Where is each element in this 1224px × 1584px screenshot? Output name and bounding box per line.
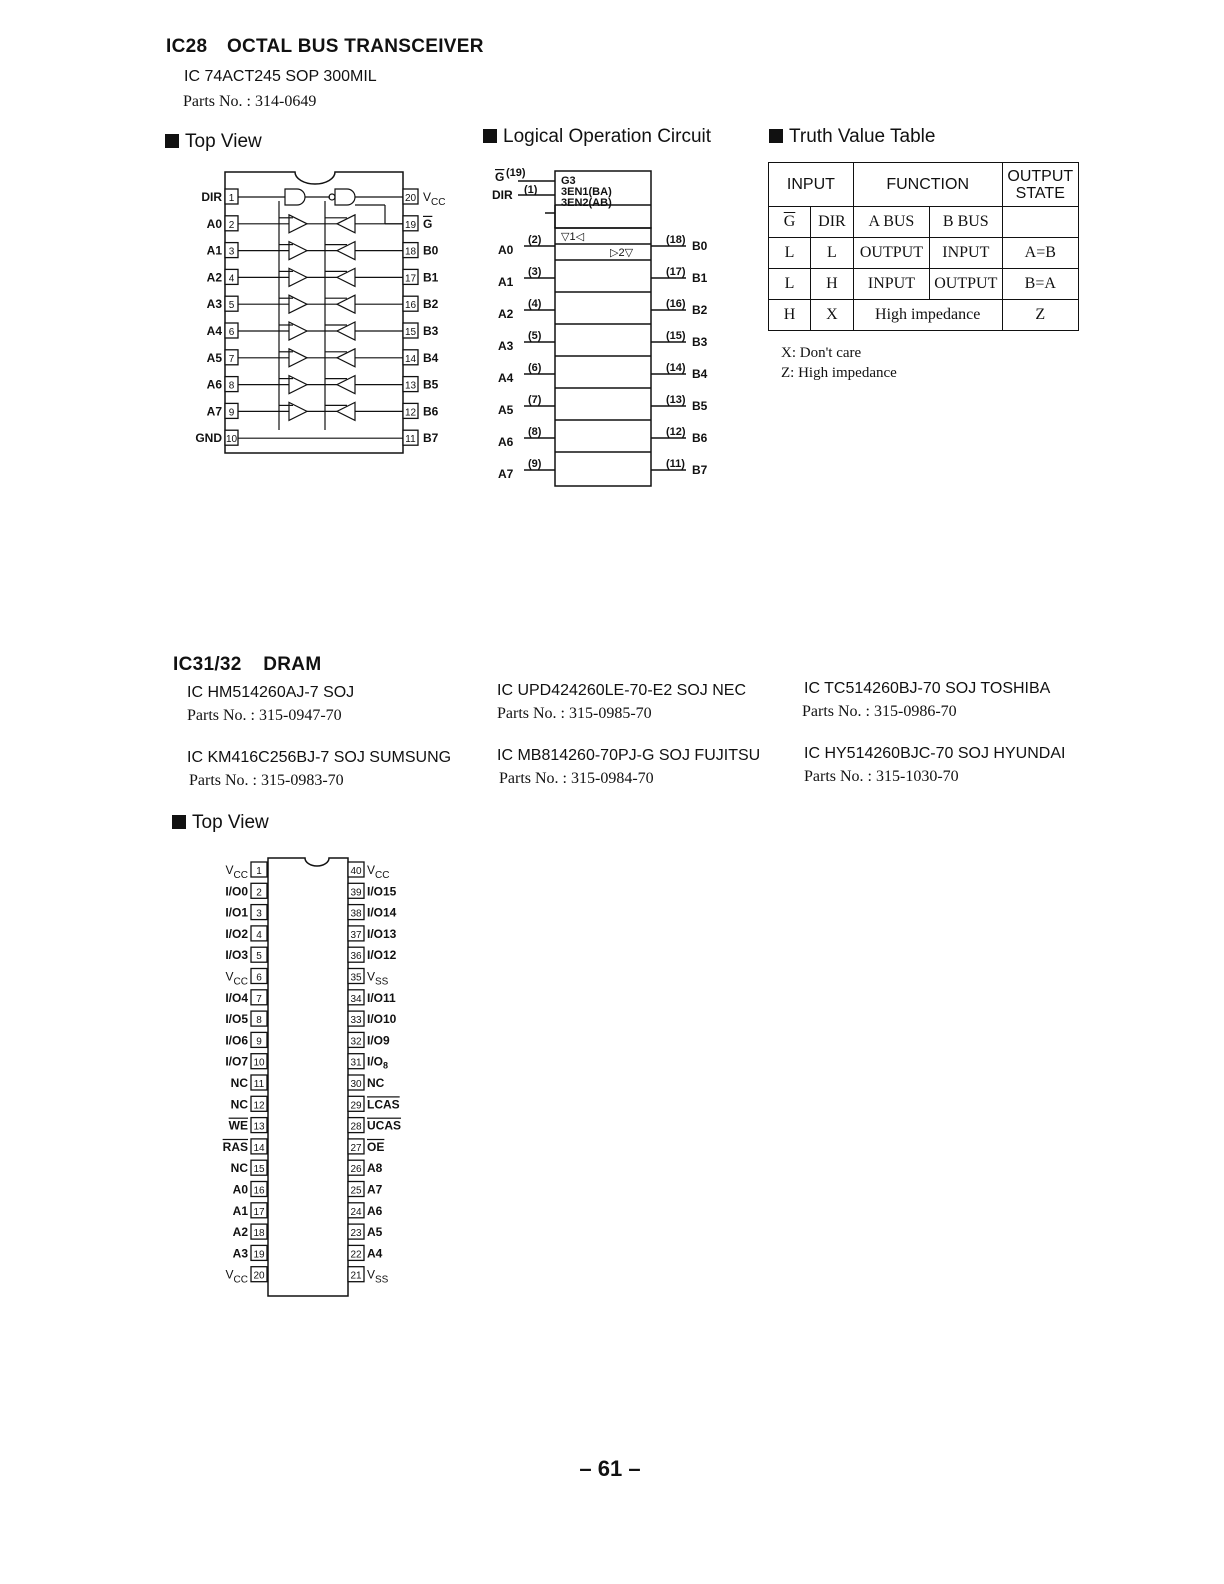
pin-number: 19 — [404, 219, 417, 231]
pin-label: B0 — [423, 243, 439, 258]
pin-label: B7 — [423, 431, 439, 446]
pin-number: 15 — [404, 327, 417, 338]
pin-label: $V_{SS}$ — [367, 1267, 389, 1286]
pin-number: 16 — [404, 300, 417, 312]
pin-label: A5 — [206, 350, 222, 365]
pin-number: 10 — [253, 1057, 265, 1069]
logic-a-label: A4 — [498, 371, 514, 385]
pin-number: 3 — [256, 908, 262, 920]
truth-header-output: OUTPUT STATE — [1002, 163, 1078, 207]
dram-part-4-ic: IC KM416C256BJ-7 SOJ SUMSUNG — [187, 749, 452, 766]
dram-part-1-no: Parts No. : 315-0947-70 — [187, 707, 342, 724]
pin-number: 34 — [350, 993, 362, 1005]
pin-label: $V_{CC}$ — [367, 863, 390, 881]
pin-number: 1 — [228, 193, 235, 204]
truth-cell: L — [769, 238, 811, 269]
logic-b-label: B2 — [692, 303, 708, 317]
truth-cell: Z — [1002, 300, 1078, 331]
pin-label: B6 — [423, 404, 439, 419]
pin-label: UCAS — [367, 1118, 402, 1133]
pin-label: WE — [228, 1118, 248, 1133]
truth-value-table — [768, 162, 1079, 331]
table-row — [769, 300, 1079, 331]
pin-label: OE — [367, 1139, 385, 1154]
pin-number: 22 — [350, 1249, 362, 1261]
pin-number: 24 — [350, 1206, 362, 1218]
pin-number: 4 — [228, 273, 235, 285]
pin-number: 38 — [350, 908, 362, 920]
pin-label: I/O7 — [225, 1054, 248, 1069]
pin-label: NC — [230, 1161, 248, 1176]
pin-label: I/O10 — [367, 1012, 397, 1027]
ic31-title-name: DRAM — [263, 654, 322, 675]
pin-label: A4 — [367, 1246, 383, 1261]
pin-label: I/O4 — [225, 990, 248, 1005]
logic-a-pin: (4) — [528, 298, 542, 310]
truth-note-x: X: Don't care — [781, 345, 862, 361]
logic-a-label: A6 — [498, 435, 514, 449]
pin-number: 39 — [350, 887, 362, 899]
logic-a-pin: (6) — [528, 362, 542, 374]
pin-label: A1 — [232, 1203, 248, 1218]
pin-label: A2 — [206, 270, 222, 285]
pin-label: I/O5 — [225, 1012, 248, 1027]
pin-label: I/O15 — [367, 884, 397, 899]
logic-a-label: A2 — [498, 307, 514, 321]
logic-b-pin: (13) — [666, 394, 686, 406]
pin-label: $V_{CC}$ — [423, 190, 446, 208]
logic-a-pin: (8) — [528, 426, 542, 438]
pin-number: 4 — [256, 929, 262, 941]
bullet-square-icon — [165, 134, 179, 148]
pin-number: 9 — [256, 1036, 262, 1048]
logic-dir-pin: (1) — [524, 184, 538, 196]
pin-number: 6 — [256, 972, 262, 984]
pin-label: GND — [195, 431, 222, 446]
pin-number: 3 — [228, 246, 235, 258]
pin-number: 12 — [404, 407, 417, 419]
pin-number: 13 — [404, 380, 417, 392]
ic28-parts-line: Parts No. : 314-0649 — [183, 93, 317, 110]
truth-sub-g: $\overline{G}$ — [769, 207, 811, 238]
pin-number: 17 — [404, 273, 417, 285]
truth-cell: L — [811, 238, 854, 269]
ic28-title-name: OCTAL BUS TRANSCEIVER — [226, 36, 484, 57]
ic31-title — [173, 654, 321, 676]
pin-number: 2 — [256, 887, 262, 899]
pin-label: NC — [230, 1076, 248, 1090]
pin-label: A0 — [232, 1182, 248, 1197]
pin-label: A0 — [206, 216, 222, 231]
pin-number: 30 — [350, 1079, 362, 1090]
logic-a-label: A7 — [498, 467, 514, 481]
truth-cell: OUTPUT — [853, 238, 929, 269]
pin-number: 27 — [350, 1142, 362, 1154]
pin-label: A7 — [367, 1182, 383, 1197]
pin-number: 13 — [253, 1121, 265, 1133]
pin-number: 6 — [228, 327, 235, 338]
pin-number: 8 — [256, 1015, 262, 1027]
truth-cell: OUTPUT — [930, 269, 1002, 300]
ic28-logic-circuit — [490, 165, 730, 495]
truth-cell: B=A — [1002, 269, 1078, 300]
pin-number: 5 — [256, 951, 262, 963]
dram-part-2-ic: IC UPD424260LE-70-E2 SOJ NEC — [497, 682, 746, 699]
pin-label: A4 — [206, 324, 222, 338]
pin-label: I/O13 — [367, 926, 397, 941]
pin-label: DIR — [201, 190, 222, 204]
logic-b-label: B6 — [692, 431, 708, 445]
dram-part-2-no: Parts No. : 315-0985-70 — [497, 705, 652, 722]
pin-label: $V_{SS}$ — [367, 969, 389, 988]
pin-number: 20 — [253, 1270, 265, 1282]
pin-number: 31 — [350, 1057, 362, 1069]
pin-label: A5 — [367, 1225, 383, 1240]
logic-a-label: A1 — [498, 275, 514, 289]
truth-cell: High impedance — [853, 300, 1002, 331]
pin-label: B2 — [423, 297, 439, 312]
page-number: – 61 – — [579, 1456, 641, 1481]
pin-number: 14 — [253, 1142, 265, 1154]
pin-number: 32 — [350, 1036, 362, 1048]
truth-sub-empty — [1002, 207, 1078, 238]
bullet-square-icon — [172, 815, 186, 829]
pin-label: I/O6 — [225, 1033, 248, 1048]
ic31-title-code: IC31/32 — [173, 654, 242, 675]
pin-label: A8 — [367, 1161, 383, 1176]
pin-label: B1 — [423, 270, 439, 285]
logic-g-label: G — [495, 170, 505, 184]
ic28-top-view-heading: Top View — [165, 131, 262, 153]
pin-label: A3 — [232, 1246, 248, 1261]
truth-cell: INPUT — [930, 238, 1002, 269]
pin-label: I/O12 — [367, 948, 397, 963]
logic-control-label: G3 — [561, 175, 576, 187]
truth-header-function: FUNCTION — [853, 163, 1002, 207]
logic-a-pin: (3) — [528, 266, 542, 278]
logic-a-pin: (2) — [528, 234, 542, 246]
pin-number: 14 — [404, 353, 417, 365]
ic28-title-code: IC28 — [166, 36, 208, 57]
truth-header-input: INPUT — [769, 163, 854, 207]
logic-dir-label: DIR — [492, 188, 513, 202]
pin-number: 35 — [350, 972, 362, 984]
logic-b-label: B3 — [692, 335, 708, 349]
pin-number: 19 — [253, 1249, 265, 1261]
ic28-title — [166, 36, 484, 58]
ic28-truth-heading: Truth Value Table — [769, 126, 935, 148]
pin-number: 36 — [350, 951, 362, 963]
pin-label: RAS — [222, 1139, 248, 1154]
dram-part-3-no: Parts No. : 315-0986-70 — [802, 703, 957, 720]
logic-b-pin: (17) — [666, 266, 686, 278]
truth-cell: X — [811, 300, 854, 331]
pin-number: 16 — [253, 1185, 265, 1197]
pin-label: A1 — [206, 243, 222, 258]
pin-label: G — [423, 216, 433, 231]
pin-number: 15 — [253, 1164, 265, 1176]
pin-label: B5 — [423, 377, 439, 392]
truth-sub-abus: A BUS — [853, 207, 929, 238]
table-row — [769, 238, 1079, 269]
pin-label: $V_{CC}$ — [225, 863, 248, 881]
dram-part-3-ic: IC TC514260BJ-70 SOJ TOSHIBA — [804, 680, 1051, 697]
pin-number: 18 — [253, 1228, 265, 1240]
pin-label: I/O1 — [225, 905, 248, 920]
pin-label: A7 — [206, 404, 222, 419]
truth-cell: A=B — [1002, 238, 1078, 269]
logic-cell-label: ▽1◁ — [561, 231, 585, 243]
truth-sub-dir: DIR — [811, 207, 854, 238]
pin-label: $V_{CC}$ — [225, 1267, 248, 1286]
pin-label: B3 — [423, 324, 439, 338]
logic-a-pin: (9) — [528, 458, 542, 470]
pin-number: 23 — [350, 1228, 362, 1240]
truth-cell: H — [811, 269, 854, 300]
bullet-square-icon — [769, 129, 783, 143]
logic-b-pin: (16) — [666, 298, 686, 310]
ic28-pinout-diagram — [185, 165, 460, 460]
dram-part-6-no: Parts No. : 315-1030-70 — [804, 768, 959, 785]
pin-label: I/O14 — [367, 905, 397, 920]
pin-number: 37 — [350, 929, 362, 941]
dram-part-4-no: Parts No. : 315-0983-70 — [189, 772, 344, 789]
pin-number: 26 — [350, 1164, 362, 1176]
logic-b-label: B5 — [692, 399, 708, 413]
table-row — [769, 269, 1079, 300]
truth-cell: H — [769, 300, 811, 331]
logic-control-label: 3EN1(BA) — [561, 186, 612, 198]
truth-note-z: Z: High impedance — [781, 365, 897, 381]
pin-number: 5 — [228, 300, 235, 312]
truth-notes — [781, 343, 897, 383]
pin-label: NC — [367, 1076, 385, 1090]
pin-label: B4 — [423, 350, 439, 365]
pin-number: 11 — [405, 434, 416, 446]
logic-a-pin: (7) — [528, 394, 542, 406]
pin-number: 18 — [404, 246, 417, 258]
ic28-ic-line: IC 74ACT245 SOP 300MIL — [184, 68, 377, 85]
logic-b-label: B7 — [692, 463, 708, 477]
logic-b-pin: (11) — [666, 458, 685, 470]
pin-number: 2 — [228, 219, 235, 231]
pin-number: 11 — [253, 1079, 265, 1090]
logic-a-label: A3 — [498, 339, 514, 353]
pin-number: 7 — [256, 993, 262, 1005]
pin-label: A6 — [206, 377, 222, 392]
pin-number: 1 — [256, 866, 262, 877]
logic-a-label: A5 — [498, 403, 514, 417]
pin-label: I/O11 — [367, 990, 396, 1005]
pin-label: I/O9 — [367, 1033, 390, 1048]
pin-number: 29 — [350, 1100, 362, 1112]
truth-sub-bbus: B BUS — [930, 207, 1002, 238]
pin-number: 8 — [228, 380, 235, 392]
truth-cell: L — [769, 269, 811, 300]
logic-b-label: B0 — [692, 239, 708, 253]
pin-label: NC — [230, 1097, 248, 1112]
logic-b-pin: (14) — [666, 362, 686, 374]
logic-b-label: B4 — [692, 367, 708, 381]
pin-label: A3 — [206, 297, 222, 312]
pin-label: A6 — [367, 1203, 383, 1218]
dram-part-1-ic: IC HM514260AJ-7 SOJ — [187, 684, 355, 701]
pin-number: 9 — [228, 407, 235, 419]
pin-label: I/O0 — [225, 884, 248, 899]
dram-part-5-no: Parts No. : 315-0984-70 — [499, 770, 654, 787]
pin-label: A2 — [232, 1225, 248, 1240]
dram-part-5-ic: IC MB814260-70PJ-G SOJ FUJITSU — [497, 747, 761, 764]
dram-part-6-ic: IC HY514260BJC-70 SOJ HYUNDAI — [804, 745, 1066, 762]
pin-label: I/O3 — [225, 948, 248, 963]
pin-label: LCAS — [367, 1097, 400, 1112]
pin-number: 25 — [350, 1185, 362, 1197]
pin-number: 12 — [253, 1100, 265, 1112]
logic-b-pin: (12) — [666, 426, 686, 438]
pin-number: 28 — [350, 1121, 362, 1133]
pin-label: $V_{CC}$ — [225, 969, 248, 988]
pin-number: 33 — [350, 1015, 362, 1027]
dram-pinout-diagram — [205, 850, 420, 1300]
pin-label: $I/O_8$ — [367, 1054, 389, 1071]
logic-b-label: B1 — [692, 271, 708, 285]
logic-control-label: 3EN2(AB) — [561, 197, 612, 209]
logic-a-pin: (5) — [528, 330, 542, 342]
logic-b-pin: (15) — [666, 330, 686, 342]
ic31-top-view-heading: Top View — [172, 812, 269, 834]
pin-number: 40 — [350, 866, 362, 877]
pin-number: 7 — [228, 353, 235, 365]
pin-number: 10 — [225, 434, 238, 446]
pin-number: 20 — [404, 193, 417, 204]
logic-b-pin: (18) — [666, 234, 686, 246]
pin-number: 21 — [350, 1270, 362, 1282]
ic28-logic-heading: Logical Operation Circuit — [483, 126, 711, 148]
logic-cell-label: ▷2▽ — [610, 247, 634, 259]
pin-number: 17 — [253, 1206, 265, 1218]
logic-a-label: A0 — [498, 243, 514, 257]
bullet-square-icon — [483, 129, 497, 143]
logic-g-pin: (19) — [506, 167, 526, 179]
truth-cell: INPUT — [853, 269, 929, 300]
pin-label: I/O2 — [225, 926, 248, 941]
element-column — [555, 228, 651, 486]
